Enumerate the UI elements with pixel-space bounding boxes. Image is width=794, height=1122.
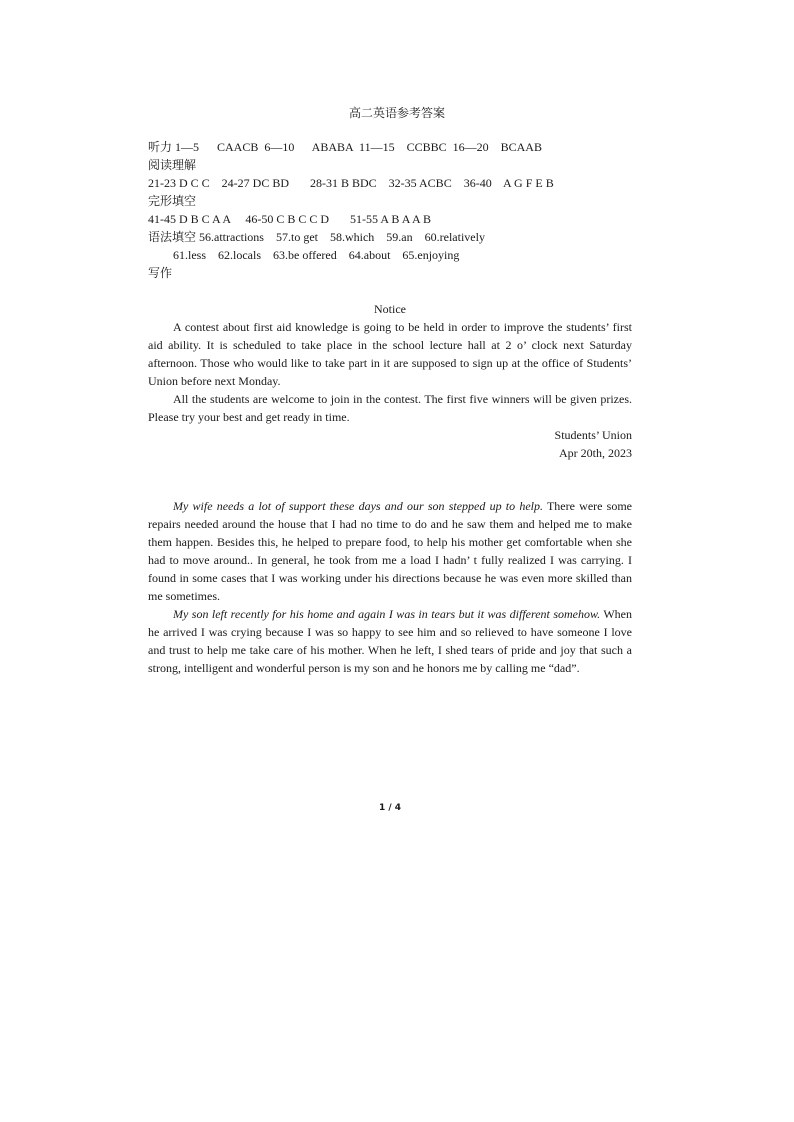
- grammar-answers-line-1: 语法填空 56.attractions 57.to get 58.which 59.an 60.relatively: [148, 230, 485, 244]
- cloze-label: 完形填空: [148, 194, 197, 208]
- notice-signature: Students’ Union: [554, 428, 632, 442]
- listening-answers: 听力 1—5 CAACB 6—10 ABABA 11—15 CCBBC 16—20 BCAAB: [148, 140, 542, 154]
- reading-label: 阅读理解: [148, 158, 197, 172]
- notice-date: Apr 20th, 2023: [559, 446, 632, 460]
- page-number: 1 / 4: [378, 803, 402, 813]
- notice-body: [148, 318, 632, 426]
- continuation-story: [148, 497, 632, 677]
- writing-label: 写作: [148, 266, 173, 280]
- story-paragraph-2-opening: My son left recently for his home and again I was in tears but it was different somehow.: [173, 607, 601, 621]
- notice-paragraph-1: A contest about first aid knowledge is going to be held in order to improve the students’ first aid ability. It is scheduled to take place in the school lecture hall at 2 o’ clock next Saturday afternoon. Those who would like to take part in it are supposed to sign up at the office of Students’ Union before next Monday.: [148, 320, 632, 388]
- reading-answers: 21-23 D C C 24-27 DC BD 28-31 B BDC 32-35 ACBC 36-40 A G F E B: [148, 176, 554, 190]
- notice-paragraph-2: All the students are welcome to join in the contest. The first five winners will be given prizes. Please try your best and get ready in time.: [148, 392, 632, 424]
- story-paragraph-2-text: When he arrived I was crying because I was so happy to see him and so relieved to have someone I love and trust to help me take care of his mother. When he left, I shed tears of pride and joy that such a strong, intelligent and wonderful person is my son and he honors me by calling me “dad”.: [148, 607, 632, 675]
- answer-key: [148, 138, 648, 282]
- story-paragraph-1-text: There were some repairs needed around the house that I had no time to do and he saw them and helped me to make them happen. Besides this, he helped to prepare food, to help his mother get comfortable when she had to move around.. In general, he took from me a load I hadn’ t fully realized I was carrying. I found in some cases that I was working under his directions because he was even more skilled than me sometimes.: [148, 499, 632, 603]
- story-paragraph-1-opening: My wife needs a lot of support these days and our son stepped up to help.: [173, 499, 543, 513]
- story-paragraph-1: [148, 497, 632, 605]
- page-title: 高二英语参考答案: [348, 106, 445, 120]
- story-paragraph-2: [148, 605, 632, 677]
- cloze-answers: 41-45 D B C A A 46-50 C B C C D 51-55 A B A A B: [148, 212, 432, 226]
- notice-heading: Notice: [374, 302, 406, 316]
- grammar-answers-line-2: 61.less 62.locals 63.be offered 64.about 65.enjoying: [173, 248, 460, 262]
